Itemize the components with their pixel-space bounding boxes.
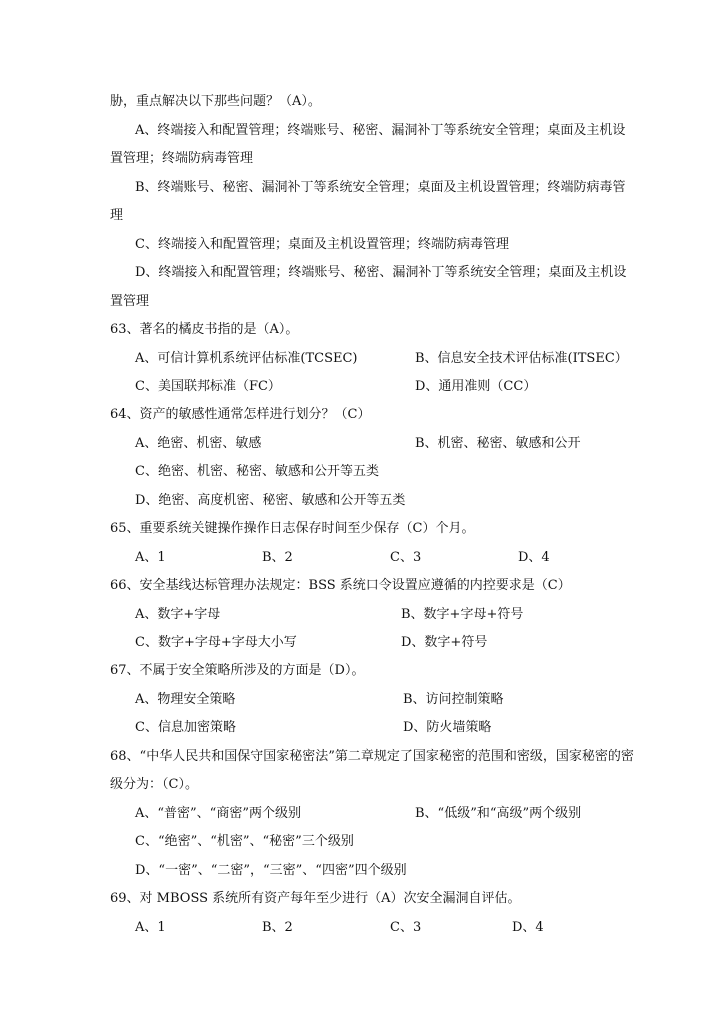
q63-option-a: A、可信计算机系统评估标准(TCSEC): [135, 351, 358, 366]
q64-option-c: C、绝密、机密、秘密、敏感和公开等五类: [135, 464, 379, 479]
q69-option-d: D、4: [512, 920, 544, 935]
q69-option-c: C、3: [390, 920, 422, 935]
q68-option-c: C、“绝密”、“机密”、“秘密”三个级别: [135, 834, 354, 849]
q63-stem: 63、著名的橘皮书指的是（A）。: [110, 322, 299, 337]
q65-option-a: A、1: [135, 550, 166, 565]
q66-stem: 66、安全基线达标管理办法规定：BSS 系统口令设置应遵循的内控要求是（C）: [110, 578, 571, 593]
q66-option-c: C、数字+字母+字母大小写: [135, 635, 297, 650]
q62-option-c: C、终端接入和配置管理；桌面及主机设置管理；终端防病毒管理: [135, 237, 509, 252]
q65-stem: 65、重要系统关键操作操作日志保存时间至少保存（C）个月。: [110, 521, 475, 536]
q66-option-b: B、数字+字母+符号: [401, 607, 524, 622]
q68-stem-line1: 68、“中华人民共和国保守国家秘密法”第二章规定了国家秘密的范围和密级，国家秘密的密: [110, 749, 634, 764]
q62-option-b-line1: B、终端账号、秘密、漏洞补丁等系统安全管理；桌面及主机设置管理；终端防病毒管: [135, 180, 626, 195]
q67-stem: 67、不属于安全策略所涉及的方面是（D）。: [110, 663, 365, 678]
q63-option-b: B、信息安全技术评估标准(ITSEC）: [415, 351, 628, 366]
q62-option-b-line2: 理: [110, 208, 124, 223]
q69-option-a: A、1: [135, 920, 166, 935]
q69-option-b: B、2: [262, 920, 293, 935]
q64-option-b: B、机密、秘密、敏感和公开: [415, 436, 581, 451]
q64-option-d: D、绝密、高度机密、秘密、敏感和公开等五类: [135, 493, 406, 508]
q65-option-b: B、2: [262, 550, 293, 565]
q63-option-c: C、美国联邦标准（FC）: [135, 379, 281, 394]
q66-option-d: D、数字+符号: [401, 635, 488, 650]
q67-option-b: B、访问控制策略: [403, 692, 504, 707]
q66-option-a: A、数字+字母: [135, 607, 221, 622]
q64-stem: 64、资产的敏感性通常怎样进行划分？（C）: [110, 407, 371, 422]
q68-option-b: B、“低级”和“高级”两个级别: [415, 806, 582, 821]
q67-option-c: C、信息加密策略: [135, 720, 236, 735]
q62-option-a-line1: A、终端接入和配置管理；终端账号、秘密、漏洞补丁等系统安全管理；桌面及主机设: [135, 123, 626, 138]
q68-option-a: A、“普密”、“商密”两个级别: [135, 806, 301, 821]
q68-option-d: D、“一密”、“二密”，“三密”、“四密”四个级别: [135, 863, 407, 878]
q65-option-d: D、4: [518, 550, 550, 565]
q63-option-d: D、通用准则（CC）: [415, 379, 537, 394]
q62-option-a-line2: 置管理；终端防病毒管理: [110, 151, 254, 166]
q62-stem-tail: 胁，重点解决以下那些问题？（A）。: [110, 94, 321, 109]
q64-option-a: A、绝密、机密、敏感: [135, 436, 262, 451]
q67-option-a: A、物理安全策略: [135, 692, 236, 707]
q68-stem-line2: 级分为：（C）。: [110, 777, 198, 792]
q62-option-d-line2: 置管理: [110, 294, 150, 309]
q69-stem: 69、对 MBOSS 系统所有资产每年至少进行（A）次安全漏洞自评估。: [110, 891, 521, 906]
q62-option-d-line1: D、终端接入和配置管理；终端账号、秘密、漏洞补丁等系统安全管理；桌面及主机设: [135, 265, 627, 280]
q67-option-d: D、防火墙策略: [403, 720, 492, 735]
q65-option-c: C、3: [390, 550, 422, 565]
